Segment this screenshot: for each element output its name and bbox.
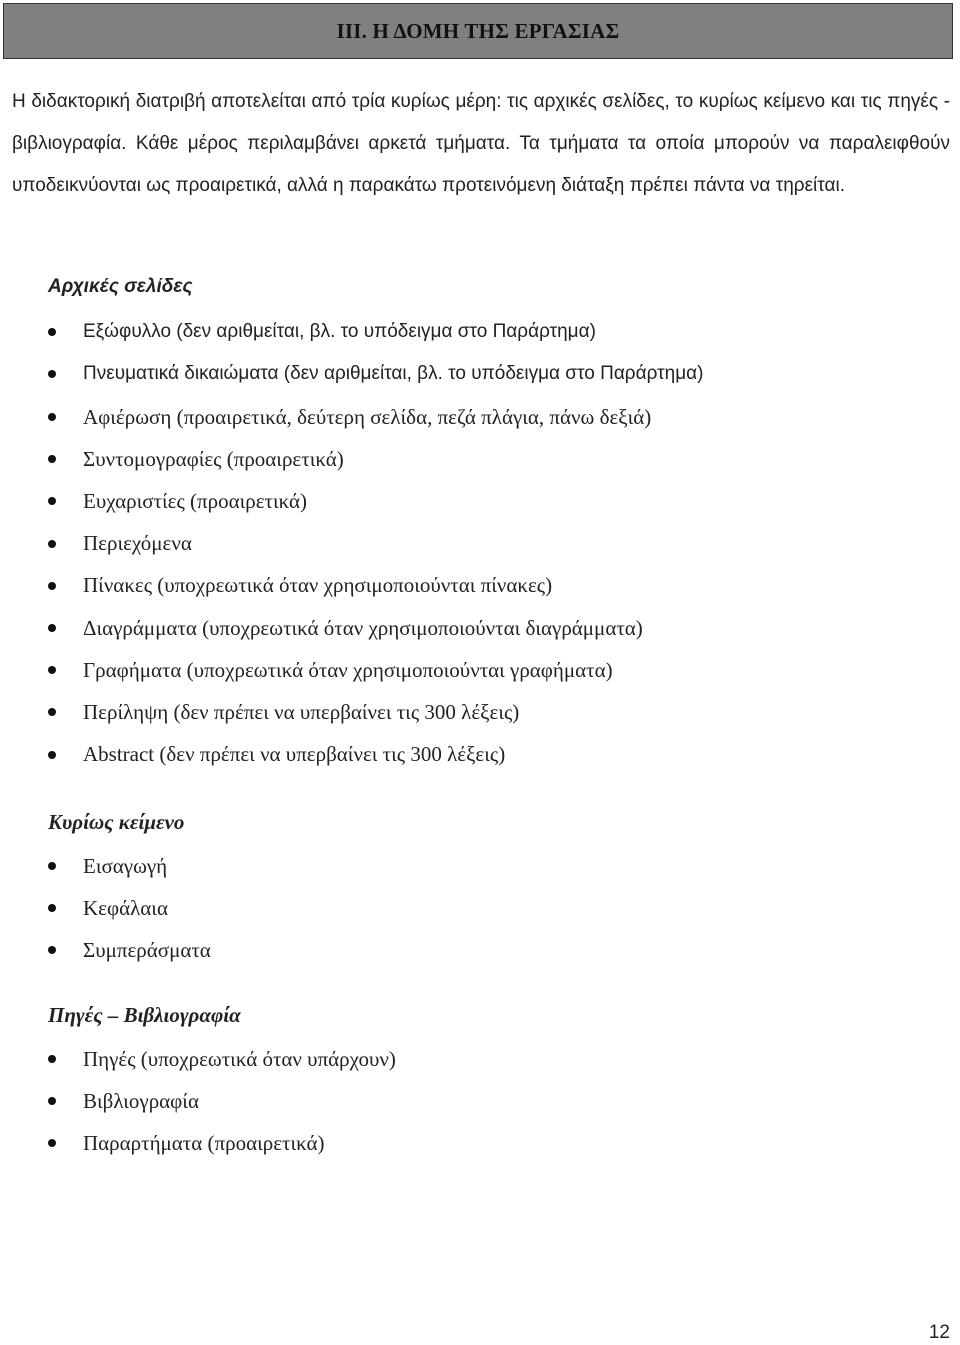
bullet-icon: [48, 497, 56, 505]
bullet-icon: [48, 328, 56, 336]
main-text-list: [48, 845, 211, 972]
sources-list: [48, 1038, 396, 1165]
intro-paragraph: Η διδακτορική διατριβή αποτελείται από τρία κυρίως μέρη: τις αρχικές σελίδες, το κυρίως κείμενο και τις πηγές - βιβλιογραφία. Κάθε μέρος περιλαμβάνει αρκετά τμήματα. Τα τμήματα τα οποία μπορούν να παραλειφθούν υποδεικνύονται ως προαιρετικά, αλλά η παρακάτω προτεινόμενη διάταξη πρέπει πάντα να τηρείται.: [12, 91, 950, 196]
list-item-text: Κεφάλαια: [83, 895, 168, 920]
bullet-icon: [48, 455, 56, 463]
list-item-text: Πηγές (υποχρεωτικά όταν υπάρχουν): [83, 1046, 396, 1071]
section-title-front-pages: Αρχικές σελίδες: [48, 276, 193, 297]
list-item-text: Περιεχόμενα: [83, 531, 192, 556]
section-title-main-text: Κυρίως κείμενο: [48, 810, 185, 834]
bullet-icon: [48, 582, 56, 590]
list-item: [48, 480, 651, 522]
list-item-text: Ευχαριστίες (προαιρετικά): [83, 488, 308, 513]
bullet-icon: [48, 413, 56, 421]
list-item: [48, 1038, 396, 1080]
list-item: [48, 929, 211, 971]
list-item: [48, 523, 651, 565]
list-item-text: Διαγράμματα (υποχρεωτικά όταν χρησιμοποιούνται διαγράμματα): [83, 615, 643, 640]
list-item: [48, 1080, 396, 1122]
front-pages-list: [48, 311, 703, 395]
list-item-text: Εισαγωγή: [83, 853, 168, 878]
front-pages-list-continued: [48, 396, 651, 776]
section-heading: ΙΙΙ. Η ΔΟΜΗ ΤΗΣ ΕΡΓΑΣΙΑΣ: [336, 18, 620, 43]
bullet-icon: [48, 708, 56, 716]
list-item-text: Πίνακες (υποχρεωτικά όταν χρησιμοποιούνται πίνακες): [83, 573, 553, 598]
bullet-icon: [48, 624, 56, 632]
list-item: [48, 691, 651, 733]
bullet-icon: [48, 946, 56, 954]
bullet-icon: [48, 666, 56, 674]
list-item: [48, 649, 651, 691]
list-item: [48, 565, 651, 607]
bullet-icon: [48, 751, 56, 759]
page-number: 12: [928, 1322, 950, 1343]
bullet-icon: [48, 1139, 56, 1147]
bullet-icon: [48, 1055, 56, 1063]
section-heading-bar: [3, 3, 953, 59]
list-item-text: Περίληψη (δεν πρέπει να υπερβαίνει τις 300 λέξεις): [83, 699, 520, 724]
list-item-text: Πνευματικά δικαιώματα (δεν αριθμείται, βλ. το υπόδειγμα στο Παράρτημα): [83, 363, 704, 385]
list-item: [48, 311, 703, 353]
list-item: [48, 734, 651, 776]
list-item: [48, 887, 211, 929]
list-item: [48, 845, 211, 887]
list-item-text: Συμπεράσματα: [83, 937, 211, 962]
bullet-icon: [48, 1097, 56, 1105]
list-item-text: Εξώφυλλο (δεν αριθμείται, βλ. το υπόδειγμα στο Παράρτημα): [83, 321, 596, 343]
list-item: [48, 396, 651, 438]
bullet-icon: [48, 370, 56, 378]
list-item: [48, 607, 651, 649]
bullet-icon: [48, 540, 56, 548]
list-item: [48, 1122, 396, 1164]
list-item-text: Συντομογραφίες (προαιρετικά): [83, 446, 344, 471]
list-item: [48, 353, 703, 395]
list-item: [48, 438, 651, 480]
list-item-text: Αφιέρωση (προαιρετικά, δεύτερη σελίδα, πεζά πλάγια, πάνω δεξιά): [83, 404, 652, 429]
list-item-text: Γραφήματα (υποχρεωτικά όταν χρησιμοποιούνται γραφήματα): [83, 657, 613, 682]
bullet-icon: [48, 862, 56, 870]
list-item-text: Βιβλιογραφία: [83, 1088, 199, 1113]
section-title-sources: Πηγές – Βιβλιογραφία: [48, 1003, 241, 1027]
bullet-icon: [48, 904, 56, 912]
list-item-text: Abstract (δεν πρέπει να υπερβαίνει τις 300 λέξεις): [83, 742, 506, 767]
list-item-text: Παραρτήματα (προαιρετικά): [83, 1130, 325, 1155]
